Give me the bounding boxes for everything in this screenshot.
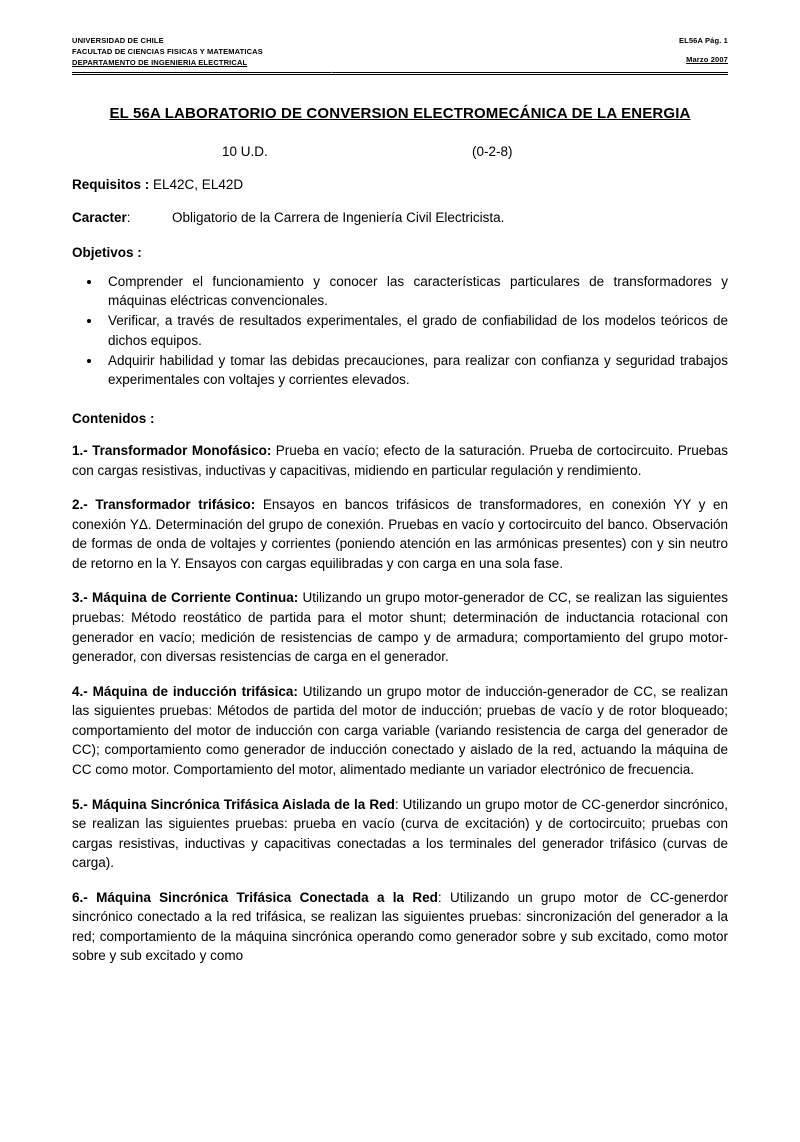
- page-title: EL 56A LABORATORIO DE CONVERSION ELECTROMECÁNICA DE LA ENERGIA: [109, 105, 691, 123]
- objetivos-list: [72, 272, 728, 389]
- contenido-item-2-head: 2.- Transformador trifásico:: [72, 497, 256, 513]
- contenido-item-5-head: 5.- Máquina Sincrónica Trifásica Aislada de la Red: [72, 796, 395, 812]
- stray-dot-mark: .: [330, 64, 334, 76]
- contenido-item-4-head: 4.- Máquina de inducción trifásica:: [72, 683, 298, 699]
- header-course-code: EL56A Pág. 1: [678, 36, 728, 45]
- header-date: Marzo 2007: [686, 54, 728, 64]
- contenidos-heading: Contenidos :: [72, 411, 155, 427]
- contenido-item-1: [72, 441, 728, 480]
- objetivos-heading: Objetivos :: [72, 245, 142, 261]
- contenido-item-1-head: 1.- Transformador Monofásico:: [72, 443, 272, 459]
- header-line-university: UNIVERSIDAD DE CHILE: [72, 36, 164, 45]
- contenido-item-1-body: Prueba en vacío; efecto de la saturación. Prueba de cortocircuito. Pruebas con cargas resistivas, inductivas y capacitivas, midiendo en particular regulación y rendimiento.: [72, 443, 728, 478]
- requisitos-value: EL42C, EL42D: [153, 177, 244, 193]
- contenido-item-6: [72, 888, 728, 966]
- page-header: [72, 36, 728, 69]
- list-item: • Adquirir habilidad y tomar las debidas precauciones, para realizar con confianza y seguridad trabajos experimentales con voltajes y corrientes elevados.: [102, 351, 728, 389]
- contenido-item-5-body: : Utilizando un grupo motor de CC-generdor sincrónico, se realizan las siguientes pruebas: prueba en vacío (curva de excitación) y de cortocircuito; pruebas con cargas resistivas, inductivas y capacitivas conectadas a los terminales del generador trifásico (curvas de carga).: [72, 796, 728, 871]
- requisitos-row: [72, 177, 728, 192]
- contenido-item-3-head: 3.- Máquina de Corriente Continua:: [72, 590, 299, 606]
- course-units-row: [72, 144, 728, 159]
- contenido-item-3: [72, 588, 728, 666]
- requisitos-label: Requisitos :: [72, 177, 150, 193]
- contenido-item-3-body: Utilizando un grupo motor-generador de CC, se realizan las siguientes pruebas: Método reostático de partida para el motor shunt; determinación de inductancia rotacional con generador en vacío; medición de resistencias de campo y de armadura; comportamiento del grupo motor-generador, con diversas resistencias de carga en el generador.: [72, 590, 728, 665]
- caracter-row: [72, 210, 728, 225]
- list-item: • Verificar, a través de resultados experimentales, el grado de confiabilidad de los modelos teóricos de dichos equipos.: [102, 311, 728, 349]
- header-institution: [72, 36, 263, 69]
- course-units: 10 U.D.: [222, 144, 268, 160]
- contenido-item-6-body: : Utilizando un grupo motor de CC-generdor sincrónico conectado a la red trifásica, se realizan las siguientes pruebas: sincronización del generador a la red; comportamiento de la máquina sincrónica operando como generador sobre y sub excitado, como motor sobre y sub excitado y como: [72, 889, 729, 964]
- header-divider: [72, 72, 728, 73]
- contenido-item-4: [72, 682, 728, 780]
- contenido-item-2: [72, 495, 728, 573]
- header-line-faculty: FACULTAD DE CIENCIAS FISICAS Y MATEMATICAS: [72, 46, 263, 56]
- list-item: • Comprender el funcionamiento y conocer las características particulares de transformadores y máquinas eléctricas convencionales.: [102, 272, 728, 310]
- course-credits: (0-2-8): [472, 144, 513, 160]
- caracter-colon: :: [126, 210, 131, 226]
- caracter-label: Caracter:: [72, 210, 131, 226]
- caracter-value: Obligatorio de la Carrera de Ingeniería Civil Electricista.: [172, 210, 505, 226]
- contenido-item-6-head: 6.- Máquina Sincrónica Trifásica Conectada a la Red: [72, 889, 438, 905]
- header-line-department: DEPARTAMENTO DE INGENIERIA ELECTRICAL: [72, 57, 248, 67]
- contenido-item-4-body: Utilizando un grupo motor de inducción-generador de CC, se realizan las siguientes pruebas: Métodos de partida del motor de inducción; pruebas de vacío y de rotor bloqueado; comportamiento del motor de inducción con carga variable (variando resistencia de carga del generador de CC); comportamiento como generador de inducción conectado y aislado de la red, actuando la máquina de CC como motor. Comportamiento del motor, alimentado mediante un variador electrónico de frecuencia.: [72, 683, 728, 777]
- header-meta: [679, 36, 728, 66]
- header-divider-secondary: [72, 74, 728, 75]
- contenido-item-5: [72, 795, 728, 873]
- contenido-item-2-body: Ensayos en bancos trifásicos de transformadores, en conexión YY y en conexión YΔ. Determinación del grupo de conexión. Pruebas en vacío y cortocircuito del banco. Observación de formas de onda de voltajes y corrientes (poniendo atención en las armónicas presentes) con y sin neutro de retorno en la Y. Ensayos con cargas equilibradas y con carga en una sola fase.: [72, 497, 728, 571]
